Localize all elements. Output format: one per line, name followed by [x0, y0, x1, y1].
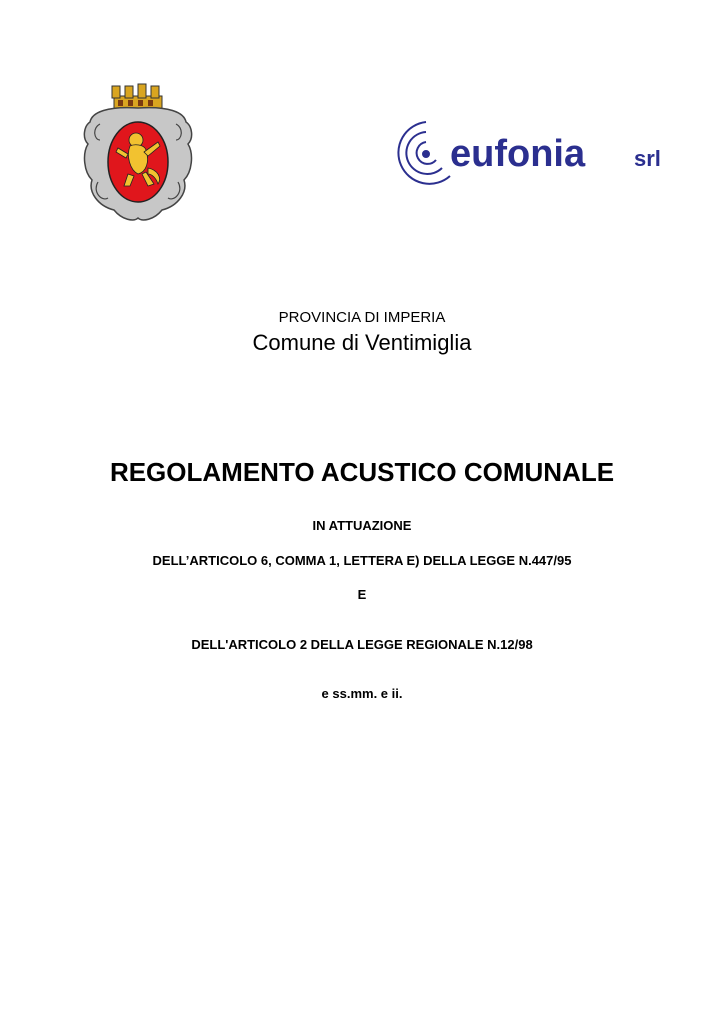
- eufonia-logo: [392, 118, 668, 188]
- document-title: REGOLAMENTO ACUSTICO COMUNALE: [109, 457, 615, 487]
- subtitle-line-4: DELL'ARTICOLO 2 DELLA LEGGE REGIONALE N.12/98: [191, 637, 533, 652]
- comune-heading: Comune di Ventimiglia: [252, 330, 472, 355]
- subtitle-line-2: DELL’ARTICOLO 6, COMMA 1, LETTERA E) DELLA LEGGE N.447/95: [152, 553, 572, 568]
- logo-wordmark: eufonia: [450, 133, 586, 175]
- logo-suffix: srl: [634, 146, 661, 171]
- coat-of-arms-icon: [78, 82, 198, 224]
- crown-icon: [112, 84, 162, 110]
- subtitle-line-5: e ss.mm. e ii.: [321, 686, 403, 701]
- subtitle-line-1: IN ATTUAZIONE: [312, 518, 412, 533]
- subtitle-line-3: E: [357, 587, 367, 602]
- provincia-heading: PROVINCIA DI IMPERIA: [278, 309, 446, 326]
- sound-waves-icon: [398, 122, 450, 184]
